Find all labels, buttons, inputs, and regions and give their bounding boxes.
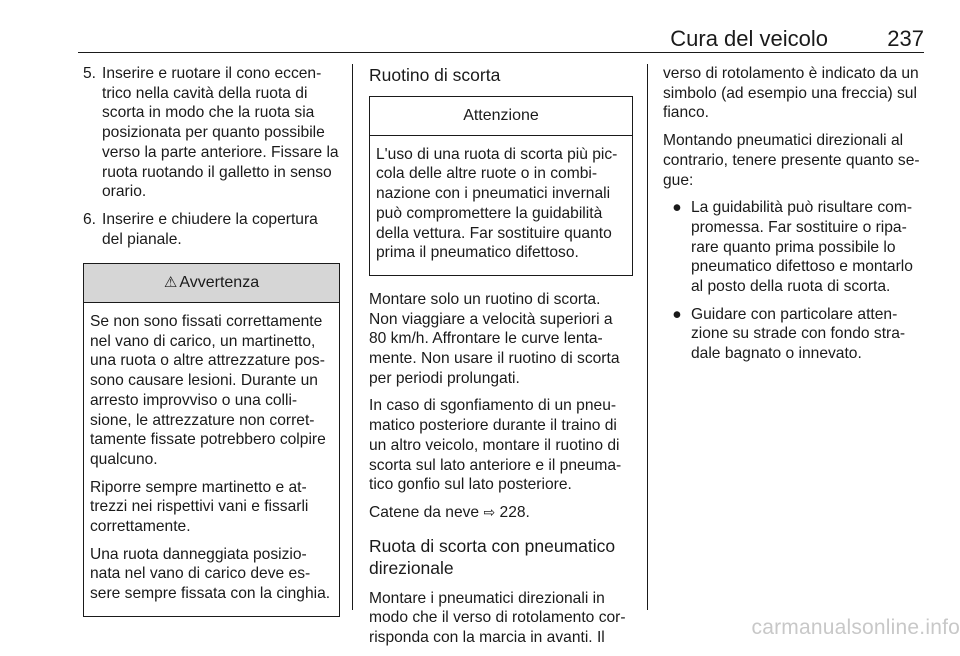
bullet-text: Guidare con particolare atten-zione su strade con fondo stra-dale bagnato o innevato.: [691, 305, 926, 364]
step-text: Inserire e chiudere la copertura del pianale.: [102, 210, 340, 249]
page-header: [78, 26, 924, 53]
step-number: 6.: [83, 210, 102, 249]
body-paragraph: verso di rotolamento è indicato da un simbolo (ad esempio una freccia) sul fianco.: [663, 64, 926, 123]
step-6: [83, 210, 340, 249]
arrow-right-icon: ⇨: [483, 504, 495, 520]
step-number: 5.: [83, 64, 102, 202]
warning-body: [84, 303, 339, 616]
warning-paragraph: Se non sono fissati correttamente nel vano di carico, un martinetto, una ruota o altre attrezzature pos-sono causare lesioni. Durante un arresto improvviso o una colli-sione, le attrezzature non corret-tamente fissate potrebbero colpire qualcuno.: [90, 312, 333, 470]
column-2: [369, 64, 633, 656]
section-title: Cura del veicolo: [670, 26, 828, 52]
bullet-item: [663, 305, 926, 364]
caution-body: [370, 136, 632, 275]
column-1: [83, 64, 340, 631]
column-divider-1: [352, 64, 353, 610]
cross-reference: [369, 503, 633, 523]
body-paragraph: In caso di sgonfiamento di un pneu-matico posteriore durante il traino di un altro veicolo, montare il ruotino di scorta sul lato anteriore e il pneuma-tico gonfio sul lato posteriore.: [369, 396, 633, 495]
column-divider-2: [647, 64, 648, 610]
watermark: carmanualsonline.info: [752, 616, 960, 640]
step-5: [83, 64, 340, 202]
crossref-page-link[interactable]: 228.: [500, 504, 530, 521]
caution-box: [369, 96, 633, 276]
body-paragraph: Montare solo un ruotino di scorta. Non viaggiare a velocità superiori a 80 km/h. Affrontare le curve lenta-mente. Non usare il ruotino di scorta per periodi prolungati.: [369, 290, 633, 389]
body-paragraph: Montare i pneumatici direzionali in modo che il verso di rotolamento cor-risponda con la marcia in avanti. Il: [369, 589, 633, 648]
section-heading: Ruotino di scorta: [369, 64, 633, 86]
warning-paragraph: Una ruota danneggiata posizio-nata nel vano di carico deve es-sere sempre fissata con la cinghia.: [90, 545, 333, 604]
bullet-text: La guidabilità può risultare com-promessa. Far sostituire o ripa-rare quanto prima possibile lo pneumatico difettoso e montarlo al posto della ruota di scorta.: [691, 198, 926, 297]
subsection-heading: Ruota di scorta con pneumatico direzionale: [369, 535, 633, 579]
warning-box: [83, 263, 340, 617]
crossref-text: Catene da neve: [369, 504, 479, 521]
bullet-item: [663, 198, 926, 297]
caution-paragraph: L'uso di una ruota di scorta più pic-cola delle altre ruote o in combi-nazione con i pneumatici invernali può compromettere la guidabilità della vettura. Far sostituire quanto prima il pneumatico difettoso.: [376, 145, 626, 263]
bullet-icon: ●: [663, 198, 691, 297]
column-3: [663, 64, 926, 372]
warning-title: Avvertenza: [179, 274, 259, 291]
warning-header: [84, 264, 339, 303]
warning-paragraph: Riporre sempre martinetto e at-trezzi nei rispettivi vani e fissarli correttamente.: [90, 478, 333, 537]
step-text: Inserire e ruotare il cono eccen-trico nella cavità della ruota di scorta in modo che la ruota sia posizionata per quanto possibile verso la parte anteriore. Fissare la ruota ruotando il galletto in senso orario.: [102, 64, 340, 202]
caution-header: Attenzione: [370, 97, 632, 136]
bullet-icon: ●: [663, 305, 691, 364]
body-paragraph: Montando pneumatici direzionali al contrario, tenere presente quanto se-gue:: [663, 131, 926, 190]
page-number: 237: [887, 26, 924, 52]
warning-triangle-icon: ⚠: [164, 273, 177, 293]
